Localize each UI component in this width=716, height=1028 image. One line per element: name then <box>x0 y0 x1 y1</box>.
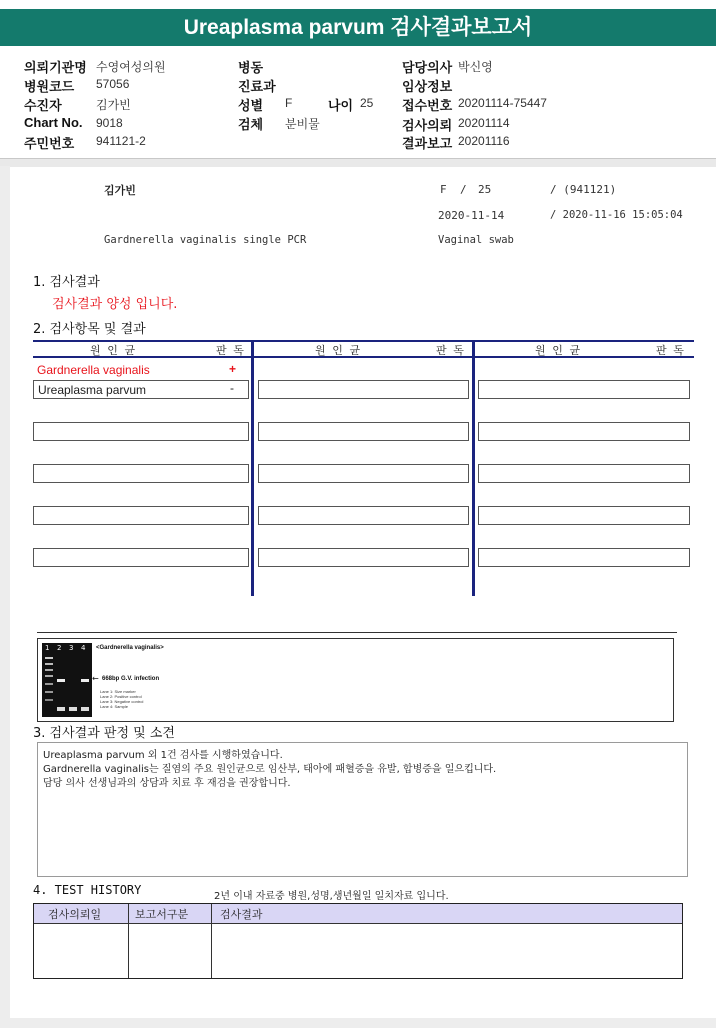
label-report-date: 결과보고 <box>402 136 453 151</box>
grid-divider-1 <box>251 340 254 596</box>
opinion-line-1: Ureaplasma parvum 외 1건 검사를 시행하였습니다. <box>43 750 283 761</box>
history-col-request-date: 검사의뢰일 <box>48 908 102 921</box>
gel-top-rule <box>37 632 677 633</box>
result-cell <box>478 506 690 525</box>
col-organism-1: 원 인 균 <box>90 344 136 357</box>
label-institution: 의뢰기관명 <box>24 60 87 75</box>
section3-title: 3. 검사결과 판정 및 소견 <box>33 726 175 741</box>
value-chart-no: 9018 <box>96 116 123 130</box>
gel-legend-item: Lane 4: Sample <box>100 704 129 709</box>
gel-legend-item: Lane 1: Size marker <box>100 689 136 694</box>
label-clinical-info: 임상정보 <box>402 79 453 94</box>
positive-band <box>57 679 65 682</box>
section4-title: 4. TEST HISTORY <box>33 883 142 897</box>
result-cell <box>33 422 249 441</box>
item-name-2: Ureaplasma parvum <box>38 383 147 397</box>
gel-legend-item: Lane 3: Negative control <box>100 699 144 704</box>
positive-result: 검사결과 양성 입니다. <box>52 297 178 312</box>
lane-label: 4 <box>81 644 86 652</box>
lane-label: 3 <box>69 644 74 652</box>
primer-band <box>81 707 89 711</box>
table-row <box>33 380 249 399</box>
bottom-margin <box>0 1018 716 1028</box>
gel-legend-item: Lane 2: Positive control <box>100 694 142 699</box>
result-cell <box>478 548 690 567</box>
arrow-icon: ← <box>92 674 99 683</box>
result-cell <box>33 548 249 567</box>
history-col-result: 검사결과 <box>220 908 263 921</box>
history-col-divider <box>211 904 212 978</box>
result-cell <box>258 506 469 525</box>
label-patient: 수진자 <box>24 98 62 113</box>
gel-image <box>42 643 92 717</box>
result-cell <box>258 464 469 483</box>
label-ward: 병동 <box>238 60 264 75</box>
label-specimen: 검체 <box>238 117 264 132</box>
primer-band <box>69 707 77 711</box>
patient-slash: / <box>460 183 467 196</box>
specimen-type: Vaginal swab <box>438 234 514 246</box>
patient-report-datetime: / 2020-11-16 15:05:04 <box>550 209 683 221</box>
value-receipt-no: 20201114-75447 <box>458 96 547 110</box>
opinion-line-3: 담당 의사 선생님과의 상담과 치료 후 재검을 권장합니다. <box>43 778 291 789</box>
result-cell <box>478 464 690 483</box>
item-result-2: - <box>230 381 234 395</box>
section1-title: 1. 검사결과 <box>33 275 100 290</box>
gel-title: <Gardnerella vaginalis> <box>96 645 164 651</box>
header-divider <box>0 158 716 167</box>
result-cell <box>33 506 249 525</box>
patient-sex: F <box>440 183 447 196</box>
history-header <box>34 904 682 924</box>
item-name-1: Gardnerella vaginalis <box>37 363 150 377</box>
gel-image-panel <box>37 638 674 722</box>
value-specimen: 분비물 <box>285 117 320 131</box>
grid-divider-2 <box>472 340 475 596</box>
value-age: 25 <box>360 96 374 110</box>
patient-age: 25 <box>478 183 492 196</box>
marker-band <box>45 699 53 701</box>
label-sex: 성별 <box>238 98 264 113</box>
col-organism-3: 원 인 균 <box>535 344 581 357</box>
marker-band <box>45 663 53 665</box>
label-hospital-code: 병원코드 <box>24 79 75 94</box>
patient-name: 김가빈 <box>104 184 136 197</box>
value-report-date: 20201116 <box>458 134 510 148</box>
col-judgement-3: 판 독 <box>656 344 684 357</box>
marker-band <box>45 657 53 659</box>
result-cell <box>258 422 469 441</box>
report-title: Ureaplasma parvum 검사결과보고서 <box>0 9 716 46</box>
marker-band <box>45 683 53 685</box>
header-info <box>0 0 716 158</box>
history-table <box>33 903 683 979</box>
result-cell <box>33 464 249 483</box>
history-col-report-type: 보고서구분 <box>135 908 189 921</box>
patient-birth: / (941121) <box>550 183 617 196</box>
label-request-date: 검사의뢰 <box>402 118 453 133</box>
opinion-box <box>37 742 688 877</box>
label-chart-no: Chart No. <box>24 115 83 130</box>
label-doctor: 담당의사 <box>402 60 453 75</box>
marker-band <box>45 675 53 677</box>
value-doctor: 박신영 <box>458 60 493 74</box>
marker-band <box>45 669 53 671</box>
col-judgement-2: 판 독 <box>436 344 464 357</box>
result-cell <box>478 380 690 399</box>
marker-band <box>45 691 53 693</box>
value-hospital-code: 57056 <box>96 77 130 91</box>
value-institution: 수영여성의원 <box>96 60 166 74</box>
label-resident-no: 주민번호 <box>24 136 75 151</box>
value-sex: F <box>285 96 293 110</box>
result-cell <box>478 422 690 441</box>
value-request-date: 20201114 <box>458 116 510 130</box>
value-patient: 김가빈 <box>96 98 131 112</box>
label-department: 진료과 <box>238 79 276 94</box>
result-cell <box>258 548 469 567</box>
sample-band <box>81 679 89 682</box>
history-note: 2년 이내 자료중 병원,성명,생년월일 일치자료 입니다. <box>214 891 449 902</box>
test-name: Gardnerella vaginalis single PCR <box>104 234 307 246</box>
result-cell <box>258 380 469 399</box>
history-col-divider <box>128 904 129 978</box>
col-judgement-1: 판 독 <box>216 344 244 357</box>
patient-request-date: 2020-11-14 <box>438 209 505 222</box>
label-receipt-no: 접수번호 <box>402 98 453 113</box>
lane-label: 1 <box>45 644 50 652</box>
lane-label: 2 <box>57 644 62 652</box>
label-age: 나이 <box>328 98 354 113</box>
band-label: 668bp G.V. infection <box>102 676 160 682</box>
value-resident-no: 941121-2 <box>96 134 146 148</box>
section2-title: 2. 검사항목 및 결과 <box>33 322 146 337</box>
primer-band <box>57 707 65 711</box>
col-organism-2: 원 인 균 <box>315 344 361 357</box>
opinion-line-2: Gardnerella vaginalis는 질염의 주요 원인균으로 임산부, 태아에 패혈증을 유발, 합병증을 일으킵니다. <box>43 764 497 775</box>
item-result-1: + <box>229 362 237 376</box>
left-margin <box>0 166 10 1018</box>
